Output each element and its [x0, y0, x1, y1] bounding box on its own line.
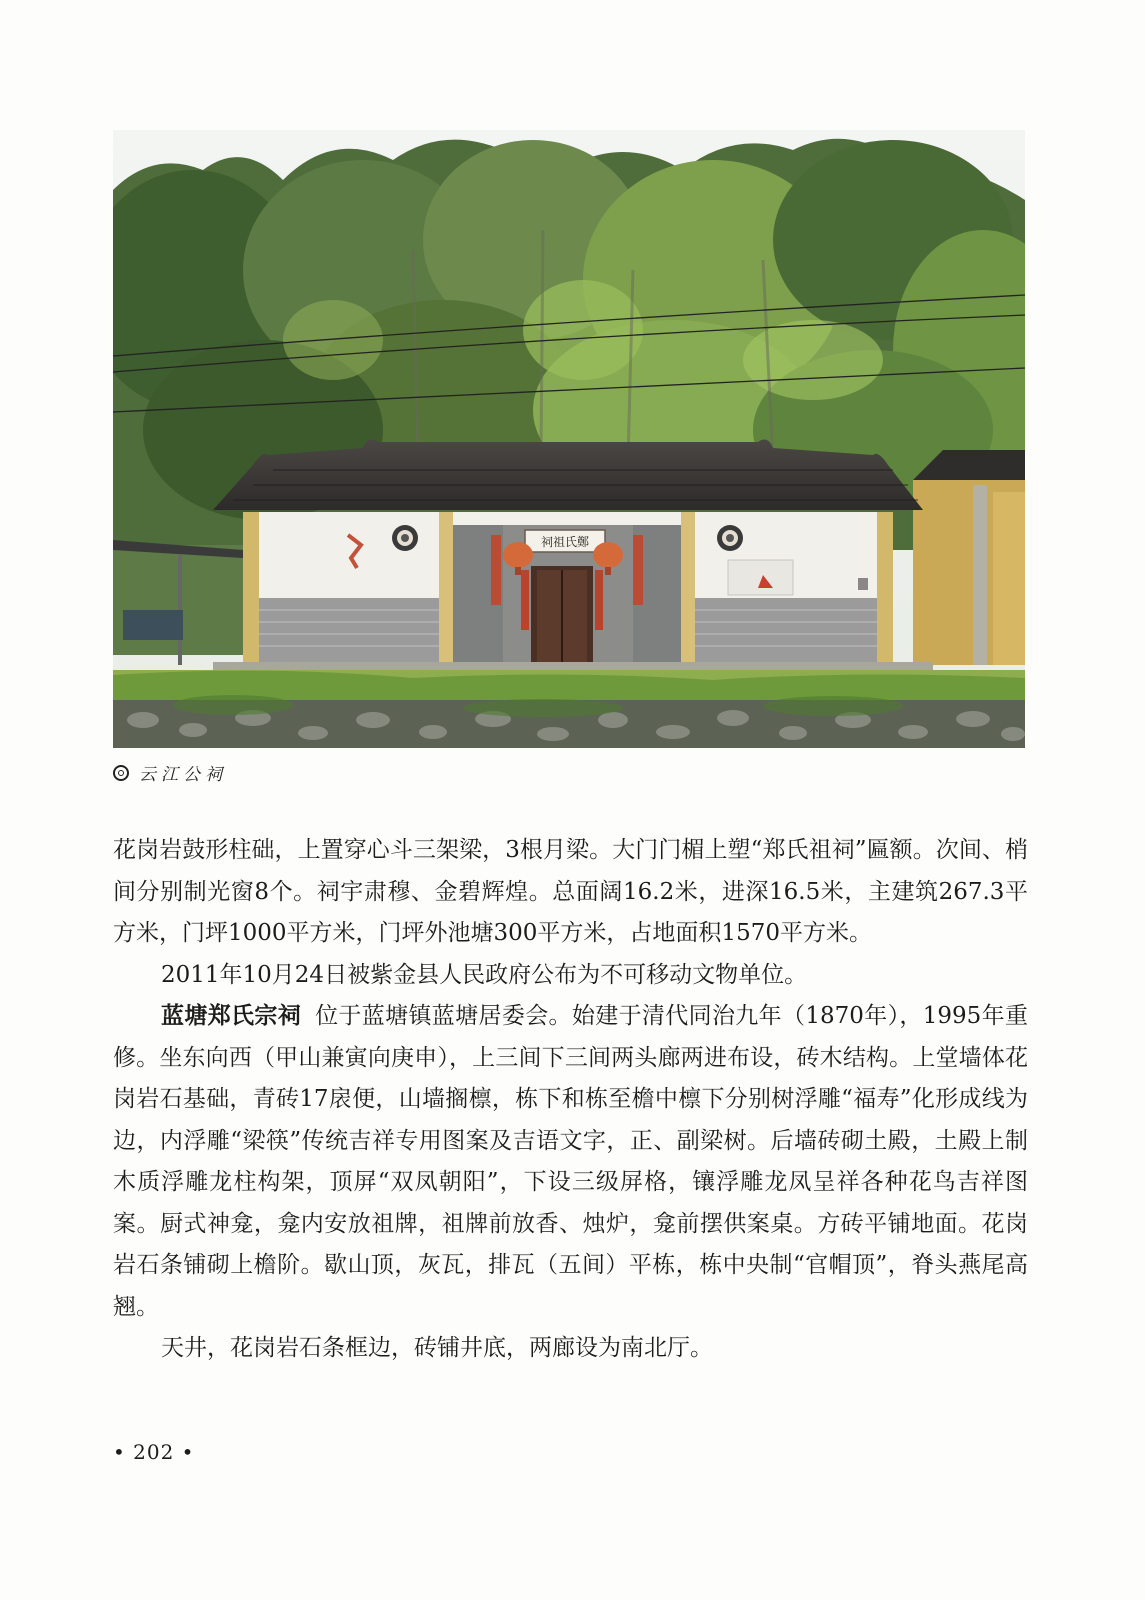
- paragraph: 2011年10月24日被紫金县人民政府公布为不可移动文物单位。: [161, 961, 808, 988]
- caption-bullet-icon: [113, 765, 129, 781]
- page-number: • 202 •: [113, 1440, 195, 1464]
- paragraph: 天井，花岗岩石条框边，砖铺井底，两廊设为南北厅。: [161, 1335, 713, 1361]
- paragraph-text: 位于蓝塘镇蓝塘居委会。始建于清代同治九年（1870年），1995年重修。坐东向西（甲山兼寅向庚申），上三间下三间两头廊两进布设，砖木结构。上堂墙体花岗岩石基础，青砖17扆便，山墙搁檩，栋下和栋至檐中檩下分别树浮雕“福寿”化形成线为边，内浮雕“梁筷”传统吉祥专用图案及吉语文字，正、副梁树。后墙砖砌土殿，土殿上制木质浮雕龙柱构架，顶屏“双凤朝阳”，下设三级屏格，镶浮雕龙凤呈祥各种花鸟吉祥图案。厨式神龛，龛内安放祖牌，祖牌前放香、烛炉，龛前摆供案桌。方砖平铺地面。花岗岩石条铺砌上檐阶。歇山顶，灰瓦，排瓦（五间）平栋，栋中央制“官帽顶”，脊头燕尾高翘。: [113, 1003, 1028, 1320]
- side-house: [913, 450, 1025, 665]
- ancestral-hall: [213, 440, 923, 662]
- temple-photo: [113, 130, 1025, 748]
- paragraph-with-heading: [113, 996, 1028, 1328]
- left-shed: [113, 540, 243, 665]
- section-heading: 蓝塘郑氏宗祠: [161, 1003, 302, 1029]
- plaque-text: 祠祖氏鄭: [540, 535, 590, 549]
- paragraph: 花岗岩鼓形柱础，上置穿心斗三架梁，3根月梁。大门门楣上塑“郑氏祖祠”匾额。次间、梢间分别制光窗8个。祠宇肃穆、金碧辉煌。总面阔16.2米，进深16.5米，主建筑267.3平方米，门坪1000平方米，门坪外池塘300平方米，占地面积1570平方米。: [113, 837, 1028, 946]
- photo-caption: [113, 760, 227, 785]
- stone-wall: [113, 670, 1025, 748]
- caption-text: 云江公祠: [139, 765, 227, 785]
- body-text: [113, 830, 1028, 1370]
